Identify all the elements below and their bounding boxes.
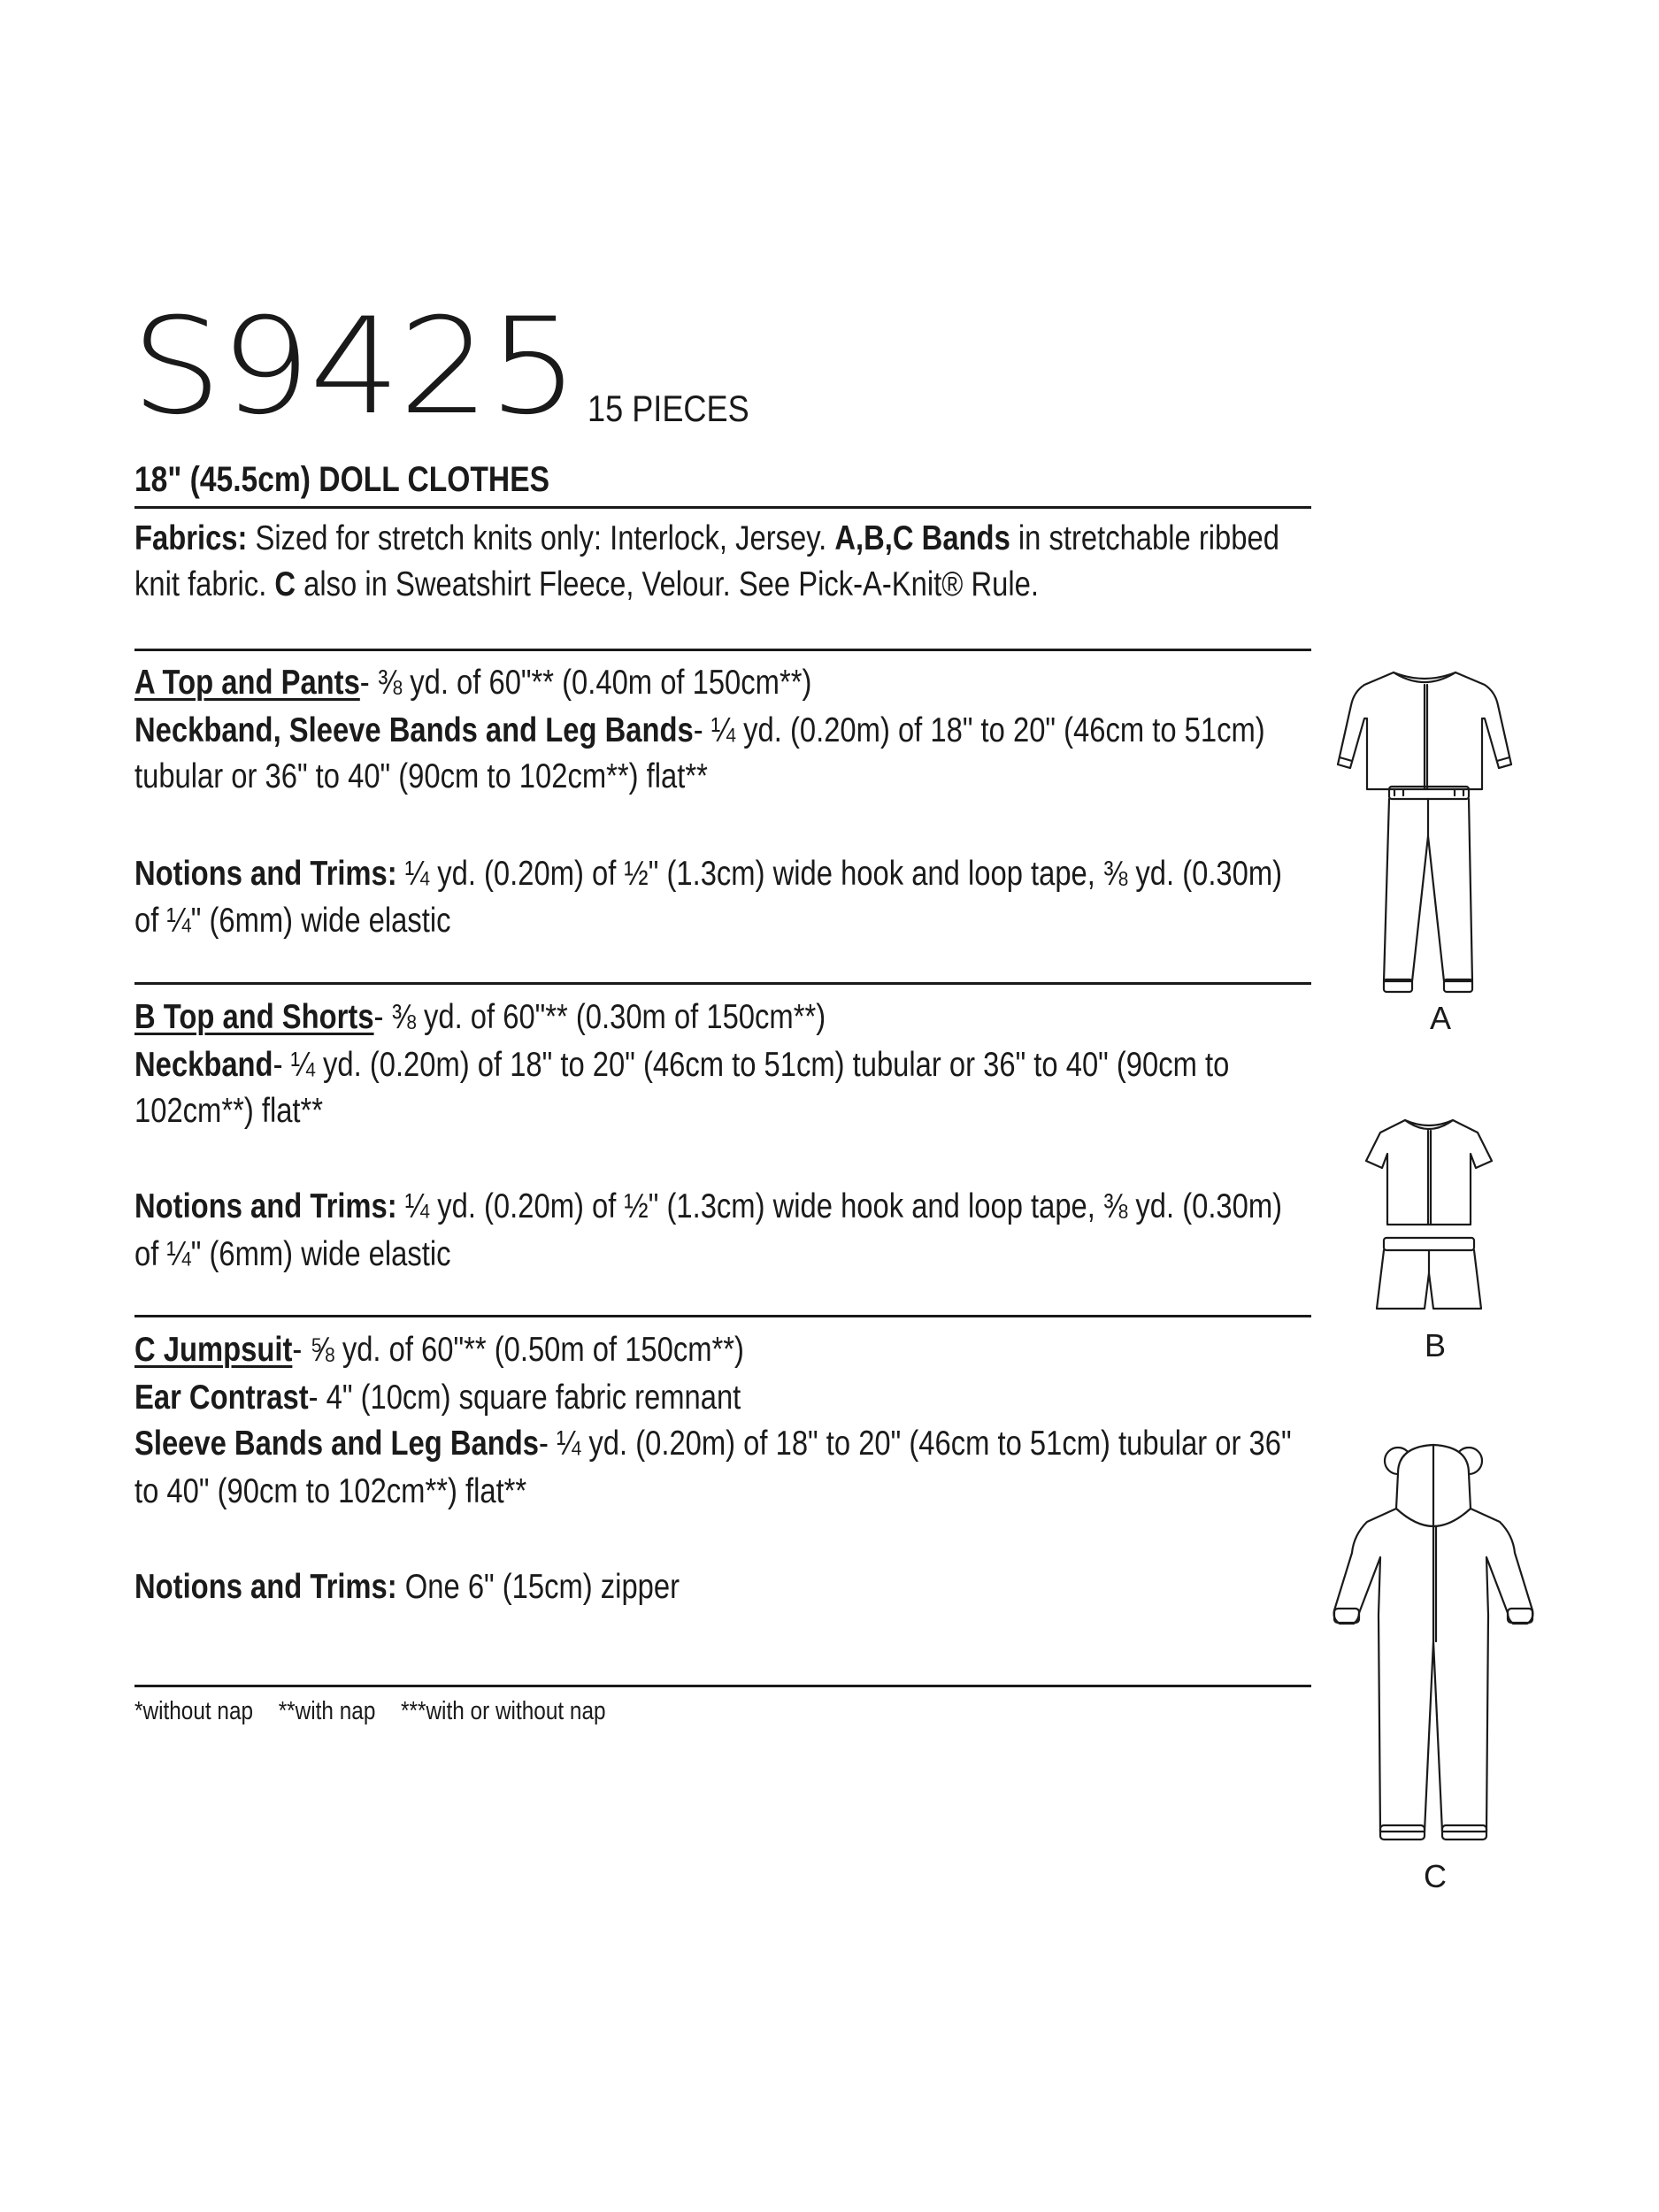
view-a-notions-label: Notions and Trims: xyxy=(134,855,397,893)
fabrics-line-2 xyxy=(134,562,1039,608)
view-a-title: A Top and Pants xyxy=(134,664,360,702)
fabrics-view-c: C xyxy=(274,565,296,603)
view-b-notions-line-2: of ¼" (6mm) wide elastic xyxy=(134,1235,451,1273)
view-b-yardage: - ⅜ yd. of 60"** (0.30m of 150cm**) xyxy=(373,998,826,1036)
view-c-notions-text: One 6" (15cm) zipper xyxy=(396,1568,680,1606)
fabrics-text: knit fabric. xyxy=(134,565,275,603)
view-c-ear-line xyxy=(134,1375,741,1421)
divider xyxy=(134,1315,1311,1317)
divider xyxy=(134,506,1311,509)
fabrics-bands: A,B,C Bands xyxy=(834,519,1010,557)
view-b-shorts-illustration xyxy=(1371,1234,1486,1314)
view-a-bands-text: - ¼ yd. (0.20m) of 18" to 20" (46cm to 51cm) xyxy=(693,711,1265,749)
view-c-title-line xyxy=(134,1327,744,1373)
view-a-label: A xyxy=(1429,1000,1451,1036)
view-a-bands-line-2: tubular or 36" to 40" (90cm to 102cm**) flat** xyxy=(134,757,708,795)
fabrics-text: in stretchable ribbed xyxy=(1010,519,1279,557)
fabrics-text: Sized for stretch knits only: Interlock, Jersey. xyxy=(247,519,835,557)
view-c-notions-label: Notions and Trims: xyxy=(134,1568,397,1606)
view-c-bands-text: - ¼ yd. (0.20m) of 18" to 20" (46cm to 51cm) tubular or 36" xyxy=(538,1425,1292,1463)
view-b-notions-text: ¼ yd. (0.20m) of ½" (1.3cm) wide hook and loop tape, ⅜ yd. (0.30m) xyxy=(396,1187,1283,1225)
view-c-bands-line xyxy=(134,1421,1292,1467)
view-b-bands-line-2: 102cm**) flat** xyxy=(134,1092,324,1130)
divider xyxy=(134,649,1311,651)
fabrics-label: Fabrics: xyxy=(134,519,248,557)
view-c-jumpsuit-illustration xyxy=(1327,1438,1540,1854)
view-b-bands-label: Neckband xyxy=(134,1046,273,1084)
view-c-bands-label: Sleeve Bands and Leg Bands xyxy=(134,1425,539,1463)
view-a-pants-illustration xyxy=(1380,783,1478,995)
view-b-title: B Top and Shorts xyxy=(134,998,374,1036)
view-b-bands-line xyxy=(134,1042,1229,1088)
view-c-yardage: - ⅝ yd. of 60"** (0.50m of 150cm**) xyxy=(292,1331,744,1369)
view-a-yardage: - ⅜ yd. of 60"** (0.40m of 150cm**) xyxy=(359,664,812,702)
view-b-notions-line xyxy=(134,1184,1282,1230)
view-a-notions-text: ¼ yd. (0.20m) of ½" (1.3cm) wide hook and loop tape, ⅜ yd. (0.30m) xyxy=(396,855,1283,893)
footnote: ***with or without nap xyxy=(401,1697,606,1725)
view-b-bands-text: - ¼ yd. (0.20m) of 18" to 20" (46cm to 51cm) tubular or 36" to 40" (90cm to xyxy=(273,1046,1230,1084)
view-a-notions-line-2: of ¼" (6mm) wide elastic xyxy=(134,902,451,940)
view-a-bands-line xyxy=(134,708,1265,754)
view-c-notions-line xyxy=(134,1564,680,1610)
view-c-bands-line-2: to 40" (90cm to 102cm**) flat** xyxy=(134,1472,527,1510)
view-c-label: C xyxy=(1424,1858,1447,1894)
view-b-title-line xyxy=(134,995,826,1041)
divider xyxy=(134,982,1311,985)
pattern-number: S9425 xyxy=(131,290,578,444)
divider xyxy=(134,1685,1311,1687)
fabrics-line-1 xyxy=(134,516,1279,562)
view-a-top-illustration xyxy=(1336,665,1513,798)
view-b-notions-label: Notions and Trims: xyxy=(134,1187,397,1225)
fabrics-text: also in Sweatshirt Fleece, Velour. See Pick-A-Knit® Rule. xyxy=(296,565,1039,603)
view-a-bands-label: Neckband, Sleeve Bands and Leg Bands xyxy=(134,711,694,749)
view-c-ear-text: - 4" (10cm) square fabric remnant xyxy=(308,1379,741,1417)
view-c-ear-label: Ear Contrast xyxy=(134,1379,309,1417)
footnote: *without nap xyxy=(134,1697,254,1725)
view-a-title-line xyxy=(134,660,811,706)
footnotes xyxy=(134,1697,625,1726)
view-b-label: B xyxy=(1424,1327,1446,1363)
footnote: **with nap xyxy=(278,1697,376,1725)
pattern-subtitle: 18" (45.5cm) DOLL CLOTHES xyxy=(134,460,550,499)
view-a-notions-line xyxy=(134,851,1282,897)
pieces-count: 15 PIECES xyxy=(588,388,749,429)
view-b-top-illustration xyxy=(1363,1115,1495,1230)
view-c-title: C Jumpsuit xyxy=(134,1331,293,1369)
